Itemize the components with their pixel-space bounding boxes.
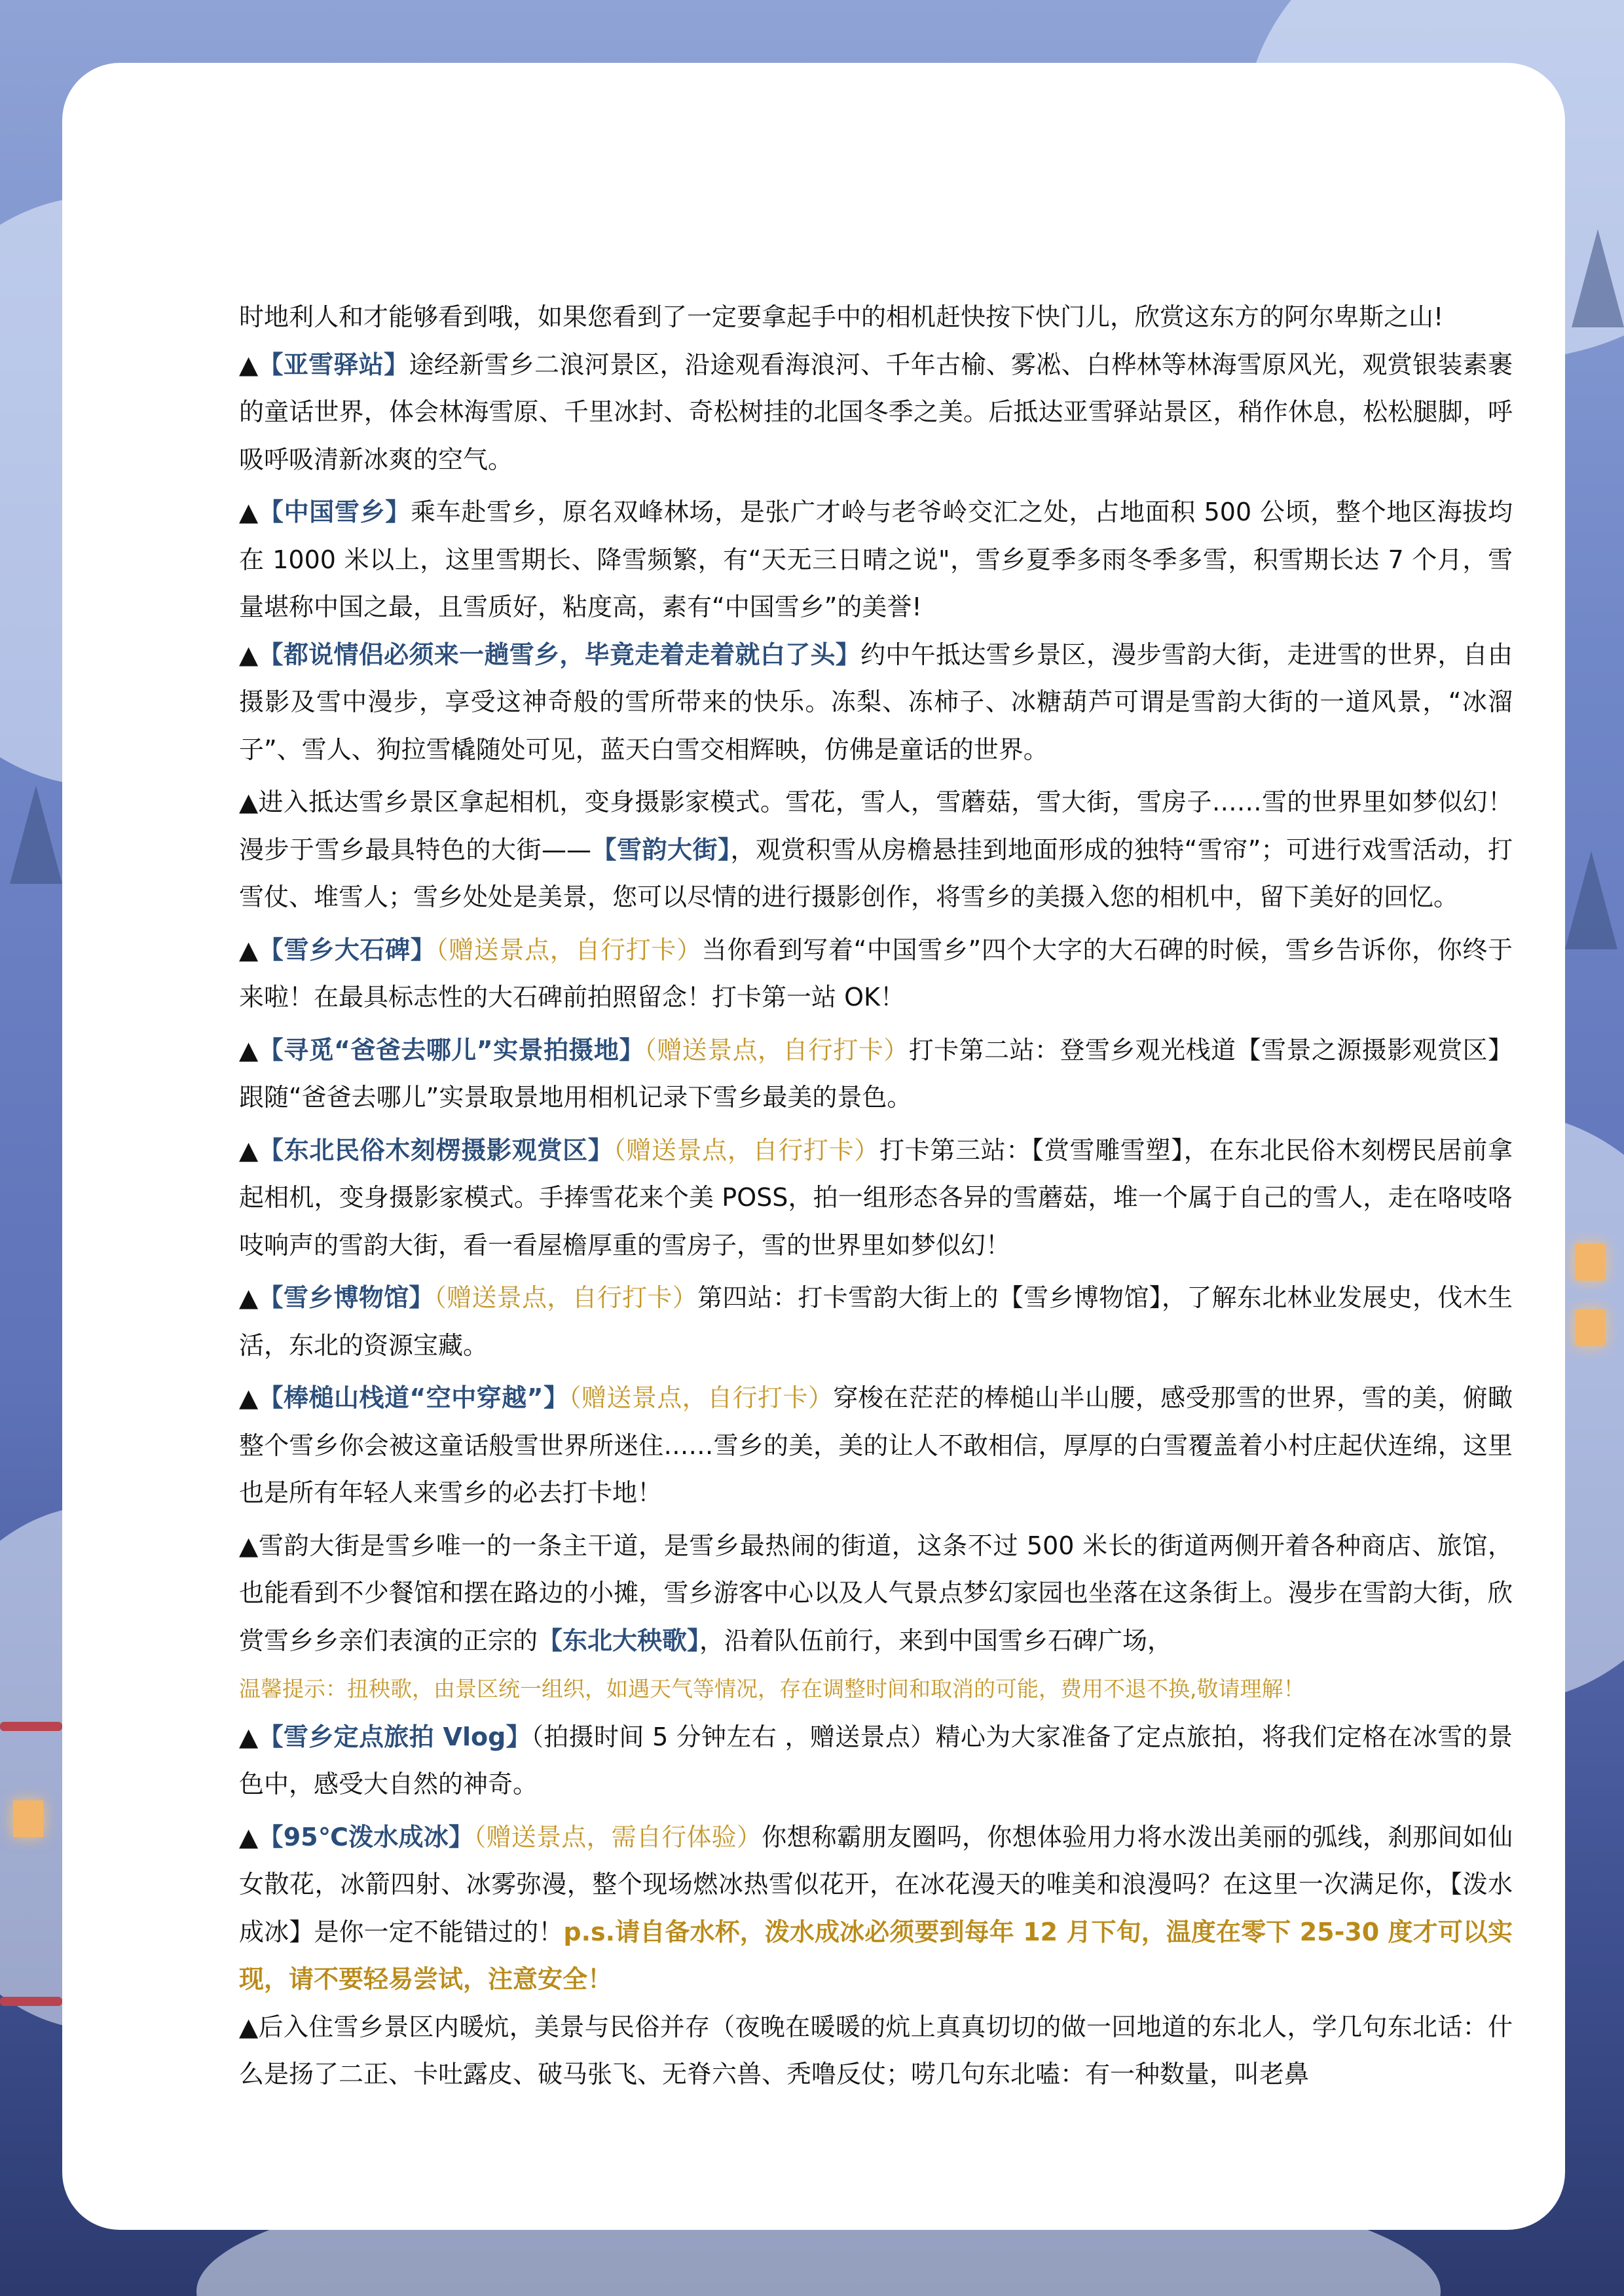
paragraph-water-ice bbox=[239, 1813, 1513, 2003]
paragraph-folk-custom bbox=[239, 1127, 1513, 1269]
paragraph-text: 雪韵大街是雪乡唯一的一条主干道，是雪乡最热闹的街道，这条不过 500 米长的街道两侧开着各种商店、旅馆，也能看到不少餐馆和摆在路边的小摊，雪乡游客中心以及人气景点梦幻家园也坐落在这条街上。漫步在雪韵大街，欣赏雪乡乡亲们表演的正宗的 bbox=[239, 1531, 1513, 1655]
triangle-icon: ▲ bbox=[239, 1135, 259, 1165]
paragraph-text: ，沿着队伍前行，来到中国雪乡石碑广场， bbox=[699, 1626, 1173, 1655]
paragraph-text: 途经新雪乡二浪河景区，沿途观看海浪河、千年古榆、雾凇、白桦林等林海雪原风光，观赏银装素裹的童话世界，体会林海雪原、千里冰封、奇松树挂的北国冬季之美。后抵达亚雪驿站景区，稍作休息，松松腿脚，呼吸呼吸清新冰爽的空气。 bbox=[239, 350, 1513, 474]
window-light bbox=[13, 1800, 43, 1837]
railing bbox=[0, 1722, 62, 1731]
safety-warning: p.s.请自备水杯，泼水成冰必须要到每年 12 月下旬，温度在零下 25-30 度才可以实现，请不要轻易尝试，注意安全！ bbox=[239, 1917, 1513, 1994]
paragraph-main-street bbox=[239, 1522, 1513, 1713]
section-title: 【都说情侣必须来一趟雪乡，毕竟走着走着就白了头】 bbox=[258, 640, 861, 669]
triangle-icon: ▲ bbox=[239, 350, 259, 379]
tree bbox=[10, 786, 62, 884]
paragraph-text: （拍摄时间 5 分钟左右 ，赠送景点）精心为大家准备了定点旅拍，将我们定格在冰雪的景色中，感受大自然的神奇。 bbox=[239, 1722, 1513, 1798]
triangle-icon: ▲ bbox=[239, 1283, 259, 1312]
section-title: 【雪乡博物馆】 bbox=[258, 1283, 434, 1312]
paragraph-text: 第四站：打卡雪韵大街上的【雪乡博物馆】，了解东北林业发展史，伐木生活，东北的资源宝藏。 bbox=[239, 1283, 1513, 1360]
section-title: 【中国雪乡】 bbox=[258, 498, 411, 526]
free-spot-note: （赠送景点，自行打卡） bbox=[568, 1383, 834, 1412]
paragraph-text: 当你看到写着“中国雪乡”四个大字的大石碑的时候，雪乡告诉你，你终于来啦！在最具标志性的大石碑前拍照留念！打卡第一站 OK！ bbox=[239, 935, 1513, 1011]
section-title: 【东北民俗木刻楞摄影观赏区】 bbox=[258, 1135, 614, 1165]
paragraph-stone-tablet bbox=[239, 926, 1513, 1021]
free-spot-note: （赠送景点，需自行体验） bbox=[473, 1822, 762, 1851]
window-light bbox=[1575, 1309, 1605, 1346]
triangle-icon: ▲ bbox=[239, 1035, 259, 1065]
triangle-icon: ▲ bbox=[239, 1531, 259, 1560]
paragraph-text: 打卡第二站：登雪乡观光栈道【雪景之源摄影观赏区】跟随“爸爸去哪儿”实景取景地用相机记录下雪乡最美的景色。 bbox=[239, 1035, 1513, 1112]
free-spot-note: （赠送景点，自行打卡） bbox=[644, 1035, 909, 1065]
paragraph-plank-road bbox=[239, 1374, 1513, 1517]
paragraph-museum bbox=[239, 1274, 1513, 1369]
paragraph-text: 你想称霸朋友圈吗，你想体验用力将水泼出美丽的弧线，刹那间如仙女散花，冰箭四射、冰雾弥漫，整个现场燃冰热雪似花开，在冰花漫天的唯美和浪漫吗？在这里一次满足你，【泼水成冰】是你一定不能错过的！ bbox=[239, 1822, 1513, 1946]
triangle-icon: ▲ bbox=[239, 1722, 259, 1751]
paragraph-text: 后入住雪乡景区内暖炕，美景与民俗并存（夜晚在暖暖的炕上真真切切的做一回地道的东北人，学几句东北话：什么是扬了二正、卡吐露皮、破马张飞、无脊六兽、秃噜反仗；唠几句东北嗑：有一种数量，叫老鼻 bbox=[239, 2012, 1513, 2088]
paragraph-text: 约中午抵达雪乡景区，漫步雪韵大街，走进雪的世界，自由摄影及雪中漫步，享受这神奇般的雪所带来的快乐。冻梨、冻柿子、冰糖葫芦可谓是雪韵大街的一道风景，“冰溜子”、雪人、狗拉雪橇随处可见，蓝天白雪交相辉映，仿佛是童话的世界。 bbox=[239, 640, 1513, 764]
paragraph-xueyun-street bbox=[239, 778, 1513, 921]
triangle-icon: ▲ bbox=[239, 1822, 259, 1851]
paragraph-text: 穿梭在茫茫的棒槌山半山腰，感受那雪的世界，雪的美，俯瞰整个雪乡你会被这童话般雪世界所迷住……雪乡的美，美的让人不敢相信，厚厚的白雪覆盖着小村庄起伏连绵，这里也是所有年轻人来雪乡的必去打卡地！ bbox=[239, 1383, 1513, 1507]
paragraph-text: 乘车赴雪乡，原名双峰林场，是张广才岭与老爷岭交汇之处，占地面积 500 公顷，整个地区海拔均在 1000 米以上，这里雪期长、降雪频繁，有“天无三日晴之说"，雪乡夏季多雨冬季多雪，积雪期长达 7 个月，雪量堪称中国之最，且雪质好，粘度高，素有“中国雪乡”的美誉! bbox=[239, 498, 1513, 621]
window-light bbox=[1575, 1244, 1605, 1281]
section-title: 【95℃泼水成冰】 bbox=[258, 1822, 474, 1851]
triangle-icon: ▲ bbox=[239, 2012, 259, 2041]
section-title: 【东北大秧歌】 bbox=[538, 1626, 700, 1655]
paragraph-dad-where bbox=[239, 1027, 1513, 1121]
free-spot-note: （赠送景点，自行打卡） bbox=[613, 1135, 879, 1165]
section-title: 【棒槌山栈道“空中穿越”】 bbox=[258, 1383, 569, 1412]
railing bbox=[0, 1997, 62, 2006]
paragraph-text: ，观赏积雪从房檐悬挂到地面形成的独特“雪帘”；可进行戏雪活动，打雪仗、堆雪人；雪乡处处是美景，您可以尽情的进行摄影创作，将雪乡的美摄入您的相机中，留下美好的回忆。 bbox=[239, 835, 1513, 911]
paragraph-text: 进入抵达雪乡景区拿起相机，变身摄影家模式。雪花，雪人，雪蘑菇，雪大街，雪房子……雪的世界里如梦似幻！漫步于雪乡最具特色的大街—— bbox=[239, 788, 1513, 864]
paragraph-yaxue bbox=[239, 341, 1513, 484]
triangle-icon: ▲ bbox=[239, 1383, 259, 1412]
itinerary-text bbox=[239, 293, 1513, 2098]
section-title: 【雪韵大街】 bbox=[591, 835, 731, 864]
paragraph-xuexiang bbox=[239, 488, 1513, 631]
paragraph-intro bbox=[239, 293, 1513, 341]
tree bbox=[1565, 851, 1617, 949]
warm-tip: 温馨提示：扭秧歌，由景区统一组织，如遇天气等情况，存在调整时间和取消的可能，费用不退不换,敬请理解！ bbox=[239, 1676, 1305, 1702]
triangle-icon: ▲ bbox=[239, 788, 259, 816]
section-title: 【雪乡大石碑】 bbox=[258, 935, 436, 964]
section-title: 【寻觅“爸爸去哪儿”实景拍摄地】 bbox=[258, 1035, 644, 1065]
free-spot-note: （赠送景点，自行打卡） bbox=[434, 1283, 698, 1312]
paragraph-text: 打卡第三站：【赏雪雕雪塑】，在东北民俗木刻楞民居前拿起相机，变身摄影家模式。手捧雪花来个美 POSS，拍一组形态各异的雪蘑菇，堆一个属于自己的雪人，走在咯吱咯吱响声的雪韵大街，看一看屋檐厚重的雪房子，雪的世界里如梦似幻！ bbox=[239, 1135, 1513, 1260]
triangle-icon: ▲ bbox=[239, 935, 259, 964]
tree bbox=[1572, 229, 1624, 327]
paragraph-text: 时地利人和才能够看到哦，如果您看到了一定要拿起手中的相机赶快按下快门儿，欣赏这东方的阿尔卑斯之山! bbox=[239, 302, 1444, 331]
section-title: 【雪乡定点旅拍 Vlog】 bbox=[258, 1722, 531, 1751]
paragraph-couples bbox=[239, 631, 1513, 774]
triangle-icon: ▲ bbox=[239, 498, 259, 526]
paragraph-vlog bbox=[239, 1713, 1513, 1808]
section-title: 【亚雪驿站】 bbox=[258, 350, 409, 379]
paragraph-kang bbox=[239, 2003, 1513, 2098]
free-spot-note: （赠送景点，自行打卡） bbox=[435, 935, 702, 964]
triangle-icon: ▲ bbox=[239, 640, 259, 669]
